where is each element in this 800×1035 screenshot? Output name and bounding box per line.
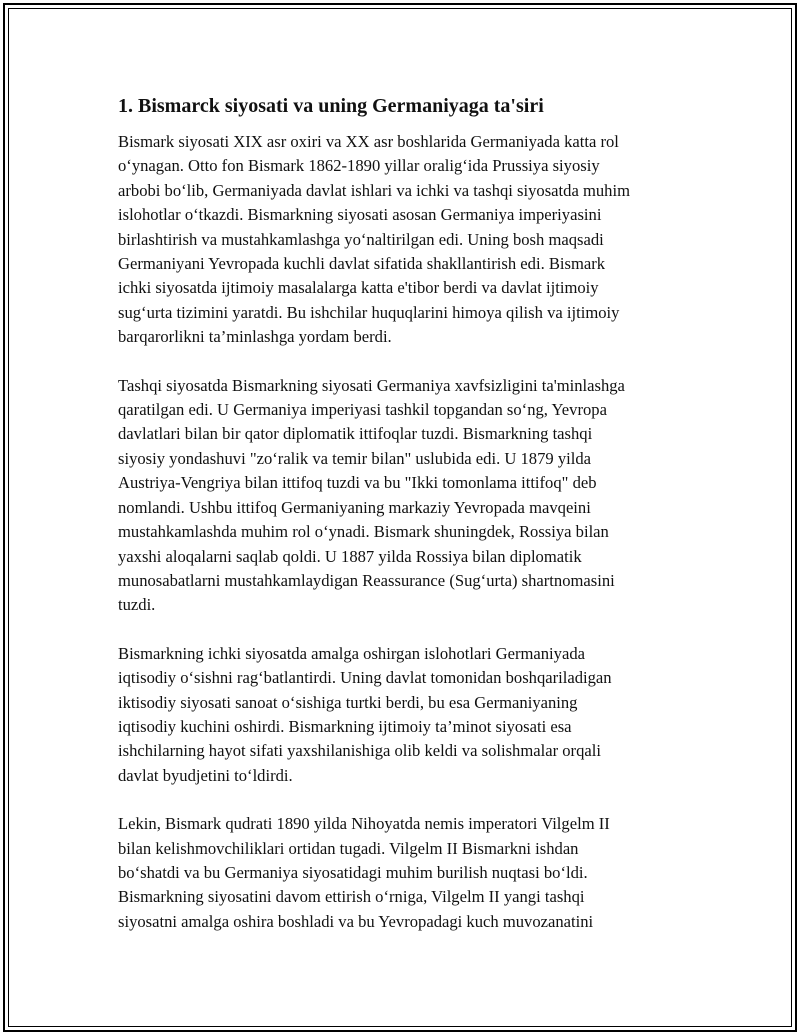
text-line: Bismark siyosati XIX asr oxiri va XX asr boshlarida Germaniyada katta rol	[118, 132, 619, 151]
text-line: Lekin, Bismark qudrati 1890 yilda Nihoyatda nemis imperatori Vilgelm II	[118, 814, 610, 834]
text-line: iqtisodiy kuchini oshirdi. Bismarkning ijtimoiy ta’minot siyosati esa	[118, 716, 572, 736]
text-line: barqarorlikni ta’minlashga yordam berdi.	[118, 327, 392, 347]
text-line: qaratilgan edi. U Germaniya imperiyasi tashkil topgandan so‘ng, Yevropa	[118, 400, 607, 420]
text-line: sug‘urta tizimini yaratdi. Bu ishchilar huquqlarini himoya qilish va ijtimoiy	[118, 302, 620, 322]
text-line: Bismarkning siyosatini davom ettirish o‘rniga, Vilgelm II yangi tashqi	[118, 887, 585, 907]
paragraph-1	[118, 130, 698, 350]
text-line: Germaniyani Yevropada kuchli davlat sifatida shakllantirish edi. Bismark	[118, 254, 606, 274]
text-line: islohotlar o‘tkazdi. Bismarkning siyosati asosan Germaniya imperiyasini	[118, 205, 602, 225]
text-line: tuzdi.	[118, 595, 156, 615]
paragraph-3	[118, 642, 698, 788]
text-line: Austriya-Vengriya bilan ittifoq tuzdi va bu "Ikki tomonlama ittifoq" deb	[118, 473, 597, 493]
paragraph-list	[118, 130, 698, 934]
text-line: bilan kelishmovchiliklari ortidan tugadi. Vilgelm II Bismarkni ishdan	[118, 838, 579, 858]
document-body	[118, 92, 698, 958]
text-line: Bismarkning ichki siyosatda amalga oshirgan islohotlari Germaniyada	[118, 643, 585, 663]
text-line: nomlandi. Ushbu ittifoq Germaniyaning markaziy Yevropada mavqeini	[118, 497, 591, 517]
section-title: 1. Bismarck siyosati va uning Germaniyaga ta'siri	[118, 95, 544, 117]
text-line: ichki siyosatda ijtimoiy masalalarga katta e'tibor berdi va davlat ijtimoiy	[118, 278, 599, 298]
text-line: ishchilarning hayot sifati yaxshilanishiga olib keldi va solishmalar orqali	[118, 741, 601, 761]
text-line: mustahkamlashda muhim rol o‘ynadi. Bismark shuningdek, Rossiya bilan	[118, 522, 609, 542]
text-line: bo‘shatdi va bu Germaniya siyosatidagi muhim burilish nuqtasi bo‘ldi.	[118, 862, 588, 882]
text-line: iqtisodiy o‘sishni rag‘batlantirdi. Uning davlat tomonidan boshqariladigan	[118, 668, 612, 688]
text-line: davlatlari bilan bir qator diplomatik ittifoqlar tuzdi. Bismarkning tashqi	[118, 424, 593, 444]
paragraph-2	[118, 374, 698, 618]
text-line: siyosatni amalga oshira boshladi va bu Yevropadagi kuch muvozanatini	[118, 911, 594, 931]
text-line: siyosiy yondashuvi "zo‘ralik va temir bilan" uslubida edi. U 1879 yilda	[118, 448, 592, 468]
paragraph-4	[118, 812, 698, 934]
text-line: yaxshi aloqalarni saqlab qoldi. U 1887 yilda Rossiya bilan diplomatik	[118, 546, 582, 566]
text-line: iktisodiy siyosati sanoat o‘sishiga turtki berdi, bu esa Germaniyaning	[118, 692, 578, 712]
text-line: Tashqi siyosatda Bismarkning siyosati Germaniya xavfsizligini ta'minlashga	[118, 375, 625, 395]
text-line: o‘ynagan. Otto fon Bismark 1862-1890 yillar oralig‘ida Prussiya siyosiy	[118, 156, 600, 176]
text-line: davlat byudjetini to‘ldirdi.	[118, 765, 293, 785]
text-line: arbobi bo‘lib, Germaniyada davlat ishlari va ichki va tashqi siyosatda muhim	[118, 180, 630, 200]
text-line: birlashtirish va mustahkamlashga yo‘naltirilgan edi. Uning bosh maqsadi	[118, 229, 604, 249]
text-line: munosabatlarni mustahkamlaydigan Reassurance (Sug‘urta) shartnomasini	[118, 570, 615, 590]
